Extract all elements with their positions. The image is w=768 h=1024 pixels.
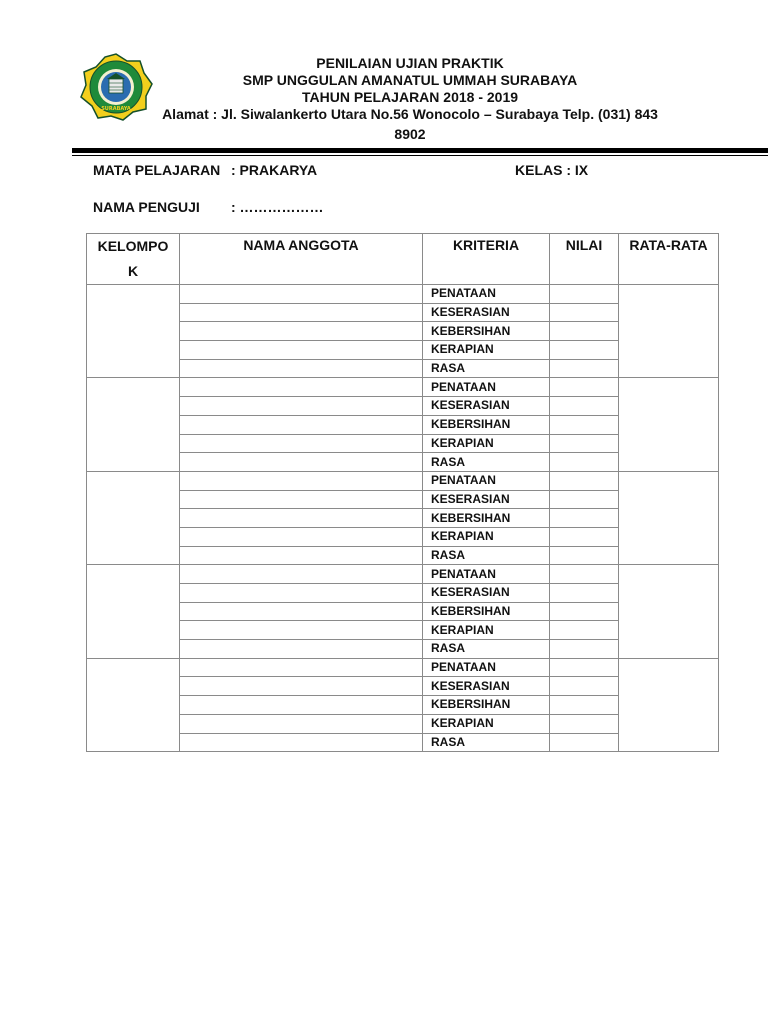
score-cell[interactable] bbox=[550, 584, 619, 603]
score-cell[interactable] bbox=[550, 322, 619, 341]
criteria-cell: KESERASIAN bbox=[423, 490, 550, 509]
header-members: NAMA ANGGOTA bbox=[180, 234, 423, 285]
criteria-cell: PENATAAN bbox=[423, 285, 550, 304]
member-name-cell[interactable] bbox=[180, 285, 423, 304]
member-name-cell[interactable] bbox=[180, 415, 423, 434]
criteria-cell: KERAPIAN bbox=[423, 434, 550, 453]
school-address-cont: 8902 bbox=[394, 126, 426, 142]
score-cell[interactable] bbox=[550, 509, 619, 528]
table-header-row bbox=[87, 234, 719, 285]
member-name-cell[interactable] bbox=[180, 341, 423, 360]
table-row bbox=[87, 471, 719, 490]
criteria-cell: PENATAAN bbox=[423, 378, 550, 397]
score-cell[interactable] bbox=[550, 621, 619, 640]
criteria-cell: KESERASIAN bbox=[423, 397, 550, 416]
member-name-cell[interactable] bbox=[180, 602, 423, 621]
member-name-cell[interactable] bbox=[180, 546, 423, 565]
table-row bbox=[87, 378, 719, 397]
average-cell[interactable] bbox=[619, 565, 719, 658]
member-name-cell[interactable] bbox=[180, 621, 423, 640]
school-address: Alamat : Jl. Siwalankerto Utara No.56 Wonocolo – Surabaya Telp. (031) 843 bbox=[162, 106, 658, 122]
member-name-cell[interactable] bbox=[180, 453, 423, 472]
criteria-cell: KERAPIAN bbox=[423, 621, 550, 640]
criteria-cell: KEBERSIHAN bbox=[423, 322, 550, 341]
subject-value: : PRAKARYA bbox=[231, 162, 318, 178]
criteria-cell: KESERASIAN bbox=[423, 303, 550, 322]
document-title: PENILAIAN UJIAN PRAKTIK bbox=[316, 55, 504, 71]
member-name-cell[interactable] bbox=[180, 322, 423, 341]
criteria-cell: RASA bbox=[423, 359, 550, 378]
criteria-cell: KERAPIAN bbox=[423, 527, 550, 546]
group-cell[interactable] bbox=[87, 285, 180, 378]
criteria-cell: KEBERSIHAN bbox=[423, 509, 550, 528]
member-name-cell[interactable] bbox=[180, 434, 423, 453]
member-name-cell[interactable] bbox=[180, 397, 423, 416]
member-name-cell[interactable] bbox=[180, 527, 423, 546]
member-name-cell[interactable] bbox=[180, 565, 423, 584]
group-cell[interactable] bbox=[87, 378, 180, 471]
average-cell[interactable] bbox=[619, 378, 719, 471]
criteria-cell: RASA bbox=[423, 546, 550, 565]
score-cell[interactable] bbox=[550, 677, 619, 696]
score-cell[interactable] bbox=[550, 359, 619, 378]
score-cell[interactable] bbox=[550, 733, 619, 752]
score-cell[interactable] bbox=[550, 527, 619, 546]
score-cell[interactable] bbox=[550, 303, 619, 322]
score-cell[interactable] bbox=[550, 453, 619, 472]
criteria-cell: KEBERSIHAN bbox=[423, 696, 550, 715]
average-cell[interactable] bbox=[619, 471, 719, 564]
member-name-cell[interactable] bbox=[180, 490, 423, 509]
score-cell[interactable] bbox=[550, 565, 619, 584]
score-cell[interactable] bbox=[550, 471, 619, 490]
header-divider-thick bbox=[72, 148, 768, 153]
table-row bbox=[87, 658, 719, 677]
group-cell[interactable] bbox=[87, 565, 180, 658]
criteria-cell: KEBERSIHAN bbox=[423, 602, 550, 621]
average-cell[interactable] bbox=[619, 658, 719, 751]
member-name-cell[interactable] bbox=[180, 640, 423, 659]
criteria-cell: KERAPIAN bbox=[423, 714, 550, 733]
score-cell[interactable] bbox=[550, 397, 619, 416]
score-cell[interactable] bbox=[550, 546, 619, 565]
member-name-cell[interactable] bbox=[180, 471, 423, 490]
score-cell[interactable] bbox=[550, 415, 619, 434]
subject-label: MATA PELAJARAN bbox=[93, 162, 221, 178]
score-cell[interactable] bbox=[550, 602, 619, 621]
header-divider-thin bbox=[72, 155, 768, 156]
examiner-label: NAMA PENGUJI bbox=[93, 199, 200, 215]
member-name-cell[interactable] bbox=[180, 303, 423, 322]
assessment-table bbox=[86, 233, 719, 752]
academic-year: TAHUN PELAJARAN 2018 - 2019 bbox=[301, 89, 519, 105]
group-cell[interactable] bbox=[87, 471, 180, 564]
criteria-cell: KESERASIAN bbox=[423, 584, 550, 603]
criteria-cell: RASA bbox=[423, 453, 550, 472]
criteria-cell: PENATAAN bbox=[423, 658, 550, 677]
member-name-cell[interactable] bbox=[180, 714, 423, 733]
score-cell[interactable] bbox=[550, 341, 619, 360]
member-name-cell[interactable] bbox=[180, 509, 423, 528]
criteria-cell: RASA bbox=[423, 640, 550, 659]
score-cell[interactable] bbox=[550, 378, 619, 397]
score-cell[interactable] bbox=[550, 285, 619, 304]
criteria-cell: PENATAAN bbox=[423, 565, 550, 584]
member-name-cell[interactable] bbox=[180, 658, 423, 677]
average-cell[interactable] bbox=[619, 285, 719, 378]
criteria-cell: PENATAAN bbox=[423, 471, 550, 490]
score-cell[interactable] bbox=[550, 434, 619, 453]
school-name: SMP UNGGULAN AMANATUL UMMAH SURABAYA bbox=[242, 72, 578, 88]
header-score: NILAI bbox=[550, 234, 619, 285]
score-cell[interactable] bbox=[550, 490, 619, 509]
table-row bbox=[87, 565, 719, 584]
examiner-value: : ……………… bbox=[231, 199, 324, 215]
score-cell[interactable] bbox=[550, 696, 619, 715]
header-criteria: KRITERIA bbox=[423, 234, 550, 285]
table-row bbox=[87, 285, 719, 304]
header-average: RATA-RATA bbox=[619, 234, 719, 285]
criteria-cell: KEBERSIHAN bbox=[423, 415, 550, 434]
score-cell[interactable] bbox=[550, 640, 619, 659]
class-label: KELAS : IX bbox=[515, 162, 589, 178]
member-name-cell[interactable] bbox=[180, 584, 423, 603]
member-name-cell[interactable] bbox=[180, 733, 423, 752]
group-cell[interactable] bbox=[87, 658, 180, 751]
score-cell[interactable] bbox=[550, 658, 619, 677]
table-body bbox=[87, 285, 719, 752]
score-cell[interactable] bbox=[550, 714, 619, 733]
member-name-cell[interactable] bbox=[180, 696, 423, 715]
criteria-cell: KESERASIAN bbox=[423, 677, 550, 696]
criteria-cell: KERAPIAN bbox=[423, 341, 550, 360]
member-name-cell[interactable] bbox=[180, 378, 423, 397]
document-header bbox=[0, 0, 768, 150]
member-name-cell[interactable] bbox=[180, 359, 423, 378]
member-name-cell[interactable] bbox=[180, 677, 423, 696]
header-group: KELOMPO K bbox=[87, 234, 180, 285]
criteria-cell: RASA bbox=[423, 733, 550, 752]
logo-text: SURABAYA bbox=[101, 106, 131, 112]
